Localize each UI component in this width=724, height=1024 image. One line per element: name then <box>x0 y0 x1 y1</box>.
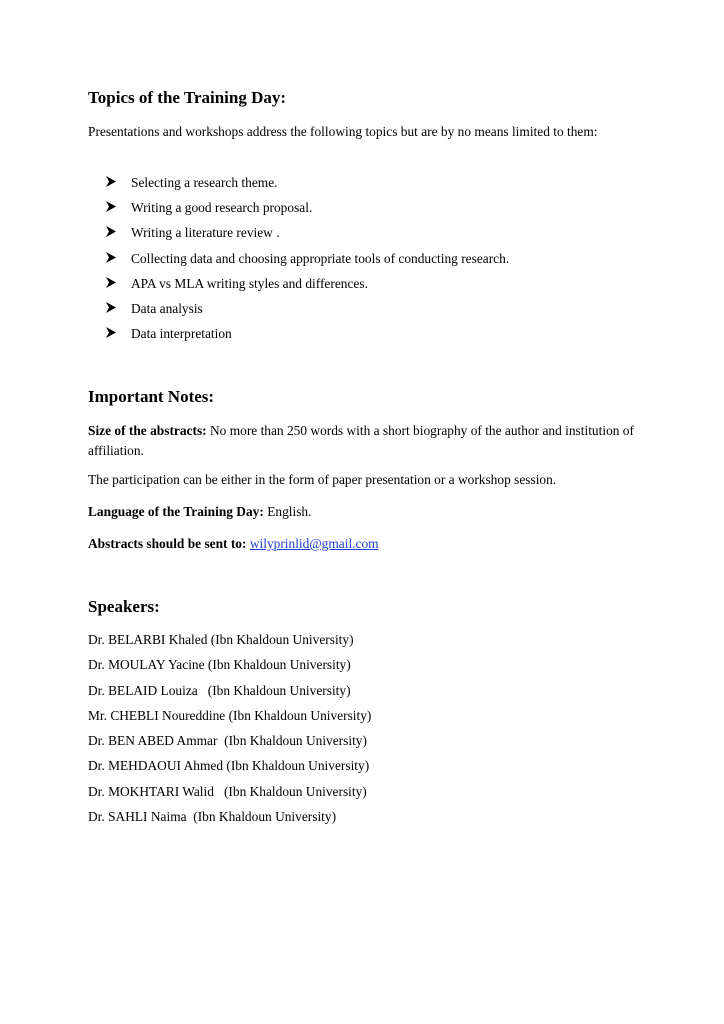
list-item <box>106 271 509 296</box>
notes-heading: Important Notes: <box>88 387 215 406</box>
list-item <box>106 170 509 195</box>
participation-note: The participation can be either in the form of paper presentation or a workshop session. <box>88 472 557 487</box>
topic-item-label: Writing a good research proposal. <box>131 200 313 216</box>
arrowhead-bullet-icon <box>106 176 116 187</box>
speakers-list <box>88 627 371 829</box>
arrowhead-bullet-icon <box>106 277 116 288</box>
email-link[interactable]: wilyprinlid@gmail.com <box>249 536 379 551</box>
topic-item-label: APA vs MLA writing styles and differences. <box>131 275 368 291</box>
list-item <box>106 246 509 271</box>
topic-item-label: Writing a literature review . <box>131 225 280 241</box>
list-item: Dr. MOKHTARI Walid (Ibn Khaldoun University) <box>88 783 367 799</box>
topics-heading: Topics of the Training Day: <box>88 88 287 107</box>
list-item <box>106 220 509 245</box>
send-label: Abstracts should be sent to: <box>88 536 247 551</box>
abstract-size-text: No more than 250 words with a short biography of the author and institution of affiliation. <box>88 423 634 458</box>
topic-item-label: Data analysis <box>131 300 203 316</box>
abstract-size-label: Size of the abstracts: <box>88 423 207 438</box>
language-note <box>88 502 311 522</box>
arrowhead-bullet-icon <box>106 201 116 212</box>
list-item: Mr. CHEBLI Noureddine (Ibn Khaldoun University) <box>88 707 372 723</box>
list-item: Dr. BEN ABED Ammar (Ibn Khaldoun University) <box>88 733 367 749</box>
list-item <box>106 296 509 321</box>
list-item: Dr. MOULAY Yacine (Ibn Khaldoun University) <box>88 657 351 673</box>
language-value: English. <box>263 504 312 519</box>
topic-item-label: Selecting a research theme. <box>131 175 278 190</box>
list-item: Dr. MEHDAOUI Ahmed (Ibn Khaldoun University) <box>88 758 370 774</box>
topics-intro: Presentations and workshops address the following topics but are by no means limited to them: <box>88 124 598 139</box>
topics-list <box>106 170 509 346</box>
list-item: Dr. BELAID Louiza (Ibn Khaldoun University) <box>88 682 351 698</box>
arrowhead-bullet-icon <box>106 327 116 338</box>
abstract-size-note <box>88 421 648 461</box>
list-item <box>106 321 509 346</box>
arrowhead-bullet-icon <box>106 302 116 313</box>
topic-item-label: Data interpretation <box>131 326 232 342</box>
arrowhead-bullet-icon <box>106 226 116 237</box>
arrowhead-bullet-icon <box>106 252 116 263</box>
language-label: Language of the Training Day: <box>88 504 264 519</box>
list-item <box>106 195 509 220</box>
send-abstracts-note <box>88 534 379 554</box>
list-item: Dr. SAHLI Naima (Ibn Khaldoun University) <box>88 809 337 825</box>
speakers-heading: Speakers: <box>88 597 160 616</box>
topic-item-label: Collecting data and choosing appropriate tools of conducting research. <box>131 250 510 266</box>
list-item: Dr. BELARBI Khaled (Ibn Khaldoun University) <box>88 632 354 647</box>
